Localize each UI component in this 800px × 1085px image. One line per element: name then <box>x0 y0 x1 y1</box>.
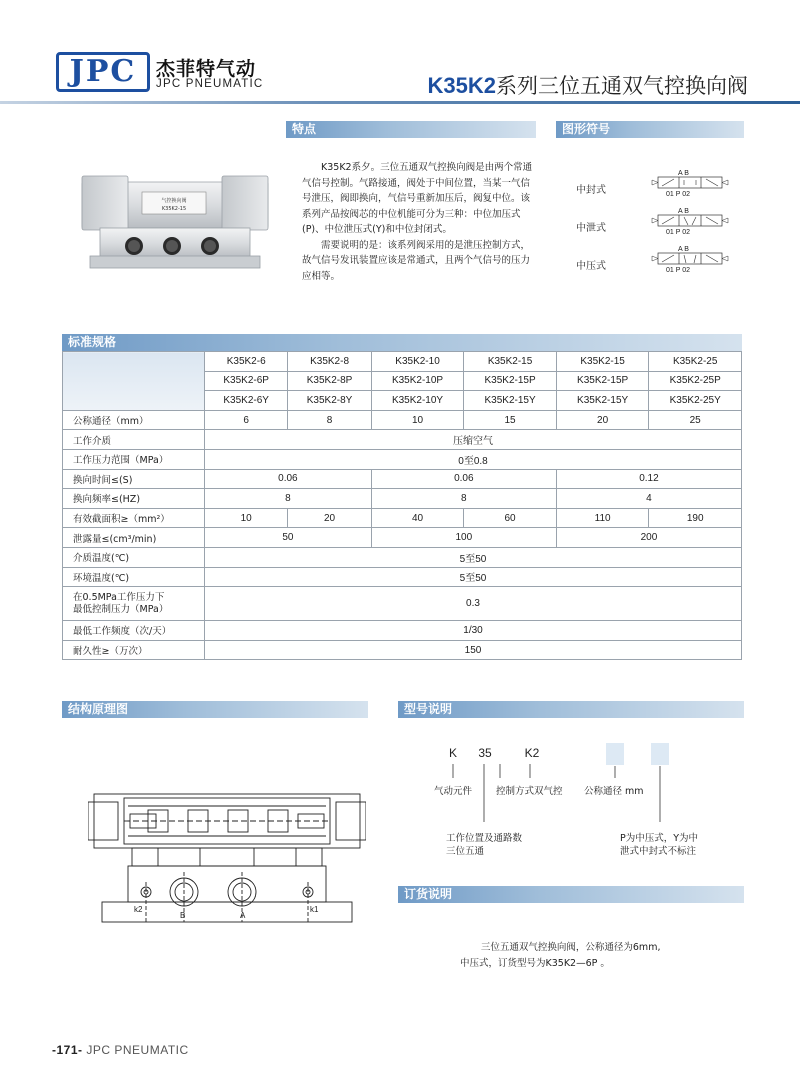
code-segment-35: 35 <box>478 746 492 760</box>
value-cell: 压缩空气 <box>205 430 742 450</box>
model-cell: K35K2-25Y <box>649 391 742 411</box>
model-cell: K35K2-15Y <box>464 391 557 411</box>
value-cell: 8 <box>205 489 372 509</box>
order-line-2: 中压式，订货型号为K35K2—6P 。 <box>460 958 610 969</box>
model-label-position-2: 三位五通 <box>446 846 485 857</box>
value-cell: 10 <box>205 508 288 528</box>
model-label-type <box>620 832 698 858</box>
page-footer <box>52 1043 189 1057</box>
product-label-line2: K35K2-15 <box>161 206 187 212</box>
specs-section-bar: 标准规格 <box>62 334 742 351</box>
logo-text: JPC <box>69 54 137 89</box>
footer-brand: JPC PNEUMATIC <box>86 1043 189 1057</box>
brand-name-en: JPC PNEUMATIC <box>156 78 264 90</box>
port-label-a: A <box>240 911 246 920</box>
product-label-line1: 气控换向阀 <box>161 198 187 204</box>
table-row <box>63 410 742 430</box>
table-row <box>63 547 742 567</box>
features-paragraph-2: 需要说明的是：该系列阀采用的是泄压控制方式，故气信号发讯装置应该是常通式，且两个气信号的压力应相等。 <box>302 239 531 282</box>
row-label-switch-time: 换向时间≤(S) <box>63 469 205 489</box>
model-cell: K35K2-10 <box>371 352 464 372</box>
code-segment-k2: K2 <box>524 746 540 760</box>
page-title <box>428 70 748 100</box>
row-label-leak: 泄露量≤(cm³/min) <box>63 528 205 548</box>
model-label-element: 气动元件 <box>434 786 473 797</box>
value-cell: 0至0.8 <box>205 449 742 469</box>
model-cell: K35K2-15P <box>556 371 649 391</box>
order-line-1: 三位五通双气控换向阀，公称通径为6mm, <box>480 942 661 953</box>
port-label-k2: k2 <box>134 905 143 914</box>
features-paragraph-1: K35K2系夕。三位五通双气控换向阀是由两个常通气信号控制。气路接通，阀处于中间位置，当某一气信号泄压，阀即换向，气信号重新加压后，阀复中位。该系列产品按阀芯的中位机能可分为三种：中位加压式(P)、中位泄压式(Y)和中位封闭式。 <box>302 162 533 235</box>
model-cell: K35K2-15P <box>464 371 557 391</box>
model-label-position-1: 工作位置及通路数 <box>446 833 523 844</box>
table-row <box>63 508 742 528</box>
model-label-type-2: 泄式中封式不标注 <box>620 846 697 857</box>
order-section-bar: 订货说明 <box>398 886 744 903</box>
row-label-min-ctrl-2: 最低控制压力（MPa） <box>73 603 169 615</box>
value-cell: 100 <box>371 528 556 548</box>
model-cell: K35K2-15Y <box>556 391 649 411</box>
symbol-label-exhaust-center: 中泄式 <box>576 223 606 234</box>
page-number: -171- <box>52 1043 83 1057</box>
symbol-ports-top: A B <box>678 170 689 177</box>
value-cell: 0.06 <box>205 469 372 489</box>
table-row <box>63 621 742 641</box>
port-label-k1: k1 <box>310 905 319 914</box>
jpc-logo <box>56 52 150 92</box>
table-row <box>63 567 742 587</box>
model-cell: K35K2-15 <box>464 352 557 372</box>
table-row <box>63 640 742 660</box>
table-row <box>63 449 742 469</box>
model-cell: K35K2-8P <box>288 371 371 391</box>
row-label-switch-freq: 换向频率≤(HZ) <box>63 489 205 509</box>
row-label-area: 有效截面积≥（mm²） <box>63 508 205 528</box>
value-cell: 8 <box>371 489 556 509</box>
model-cell: K35K2-6 <box>205 352 288 372</box>
table-row <box>63 469 742 489</box>
value-cell: 8 <box>288 410 371 430</box>
table-row <box>63 489 742 509</box>
spec-table <box>62 351 742 660</box>
table-row <box>63 587 742 621</box>
model-cell: K35K2-15 <box>556 352 649 372</box>
model-cell: K35K2-10P <box>371 371 464 391</box>
table-row <box>63 528 742 548</box>
symbol-ports-top: A B <box>678 208 689 215</box>
value-cell: 0.12 <box>556 469 741 489</box>
symbol-ports-bottom: 01 P 02 <box>666 229 691 236</box>
symbol-label-pressure-center: 中压式 <box>576 261 606 272</box>
features-text <box>302 160 534 284</box>
value-cell: 5至50 <box>205 567 742 587</box>
structure-drawing <box>88 776 366 926</box>
value-cell: 150 <box>205 640 742 660</box>
model-cell: K35K2-25P <box>649 371 742 391</box>
value-cell: 5至50 <box>205 547 742 567</box>
symbol-ports-bottom: 01 P 02 <box>666 191 691 198</box>
model-section-bar: 型号说明 <box>398 701 744 718</box>
valve-product-image <box>80 172 270 280</box>
value-cell: 1/30 <box>205 621 742 641</box>
structure-section-bar: 结构原理图 <box>62 701 368 718</box>
row-label-env-temp: 环境温度(℃) <box>63 567 205 587</box>
port-label-b: B <box>180 911 186 920</box>
value-cell: 6 <box>205 410 288 430</box>
row-label-bore: 公称通径（mm） <box>63 410 205 430</box>
value-cell: 4 <box>556 489 741 509</box>
model-label-control: 控制方式双气控 <box>496 786 563 797</box>
valve-symbol-exhaust-center <box>650 206 730 236</box>
value-cell: 20 <box>288 508 371 528</box>
symbol-ports-top: A B <box>678 246 689 253</box>
model-cell: K35K2-10Y <box>371 391 464 411</box>
value-cell: 50 <box>205 528 372 548</box>
value-cell: 60 <box>464 508 557 528</box>
value-cell: 190 <box>649 508 742 528</box>
header-divider <box>0 101 800 104</box>
valve-symbol-closed-center <box>650 168 730 198</box>
title-model: K35K2 <box>427 73 496 98</box>
model-cell: K35K2-25 <box>649 352 742 372</box>
model-cell: K35K2-8 <box>288 352 371 372</box>
row-label-durability: 耐久性≥（万次） <box>63 640 205 660</box>
value-cell: 20 <box>556 410 649 430</box>
value-cell: 200 <box>556 528 741 548</box>
symbol-ports-bottom: 01 P 02 <box>666 267 691 274</box>
value-cell: 25 <box>649 410 742 430</box>
row-label-min-freq: 最低工作频度（次/天） <box>63 621 205 641</box>
model-cell: K35K2-6P <box>205 371 288 391</box>
row-label-medium: 工作介质 <box>63 430 205 450</box>
symbols-section-bar: 图形符号 <box>556 121 744 138</box>
title-text: 系列三位五通双气控换向阀 <box>496 74 748 98</box>
symbol-label-closed-center: 中封式 <box>576 185 606 196</box>
row-label-pressure: 工作压力范围（MPa） <box>63 449 205 469</box>
row-label-min-ctrl <box>63 587 205 621</box>
value-cell: 0.06 <box>371 469 556 489</box>
valve-symbol-pressure-center <box>650 244 730 274</box>
value-cell: 110 <box>556 508 649 528</box>
table-corner <box>63 352 205 411</box>
table-row <box>63 352 742 372</box>
model-cell: K35K2-6Y <box>205 391 288 411</box>
model-label-position <box>446 832 522 858</box>
page-header <box>0 0 800 110</box>
row-label-min-ctrl-1: 在0.5MPa工作压力下 <box>73 591 165 603</box>
row-label-medium-temp: 介质温度(℃) <box>63 547 205 567</box>
features-section-bar: 特点 <box>286 121 536 138</box>
table-row <box>63 430 742 450</box>
model-cell: K35K2-8Y <box>288 391 371 411</box>
brand-name-cn: 杰菲特气动 <box>156 58 257 80</box>
value-cell: 40 <box>371 508 464 528</box>
model-label-type-1: P为中压式，Y为中 <box>620 833 699 844</box>
value-cell: 0.3 <box>205 587 742 621</box>
code-segment-k: K <box>448 746 457 760</box>
value-cell: 15 <box>464 410 557 430</box>
model-label-bore: 公称通径 mm <box>584 786 644 797</box>
value-cell: 10 <box>371 410 464 430</box>
order-text <box>460 940 720 972</box>
